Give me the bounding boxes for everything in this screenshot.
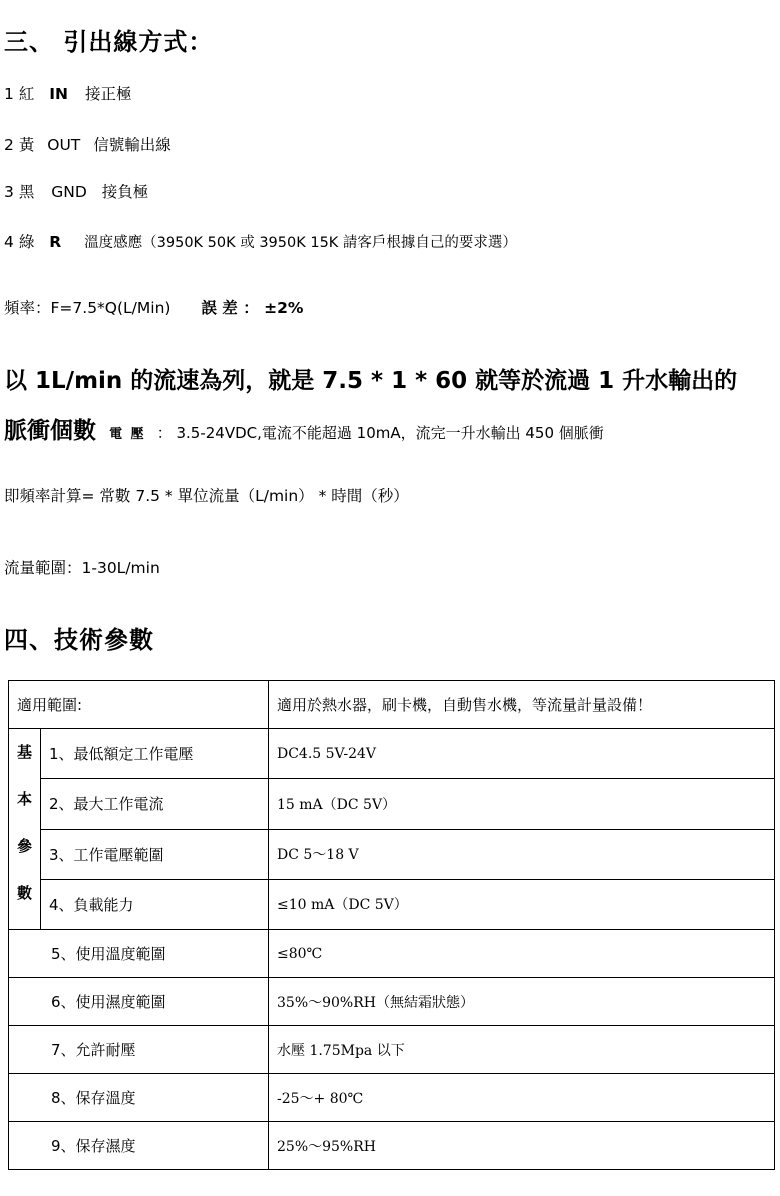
section3-title: 三、 引出線方式： bbox=[4, 28, 214, 56]
param-cell: 1、最低額定工作電壓 bbox=[41, 729, 269, 779]
header-left: 適用範圍: bbox=[9, 681, 269, 729]
value-cell: ≤10 mA（DC 5V） bbox=[269, 879, 775, 929]
spec-table bbox=[8, 680, 775, 1170]
wire-num: 4 bbox=[4, 233, 14, 251]
category-char: 基 bbox=[16, 743, 32, 761]
table-row bbox=[9, 1074, 775, 1122]
frequency-error: 誤 差 ： ±2% bbox=[201, 299, 304, 317]
param-cell: 4、負載能力 bbox=[41, 879, 269, 929]
calc-formula: 即頻率計算= 常數 7.5 * 單位流量（L/min） * 時間（秒） bbox=[4, 487, 409, 505]
wire-desc: 信號輸出線 bbox=[93, 136, 171, 154]
voltage-label: 電 壓 bbox=[109, 427, 146, 442]
wire-desc: 溫度感應（3950K 50K 或 3950K 15K 請客戶根據自己的要求選） bbox=[84, 235, 517, 251]
category-char: 數 bbox=[16, 884, 32, 902]
frequency-line bbox=[4, 296, 303, 318]
value-cell: 35%～90%RH（無結霜狀態） bbox=[269, 978, 775, 1026]
wire-desc: 接負極 bbox=[101, 183, 149, 201]
flow-range: 流量範圍：1-30L/min bbox=[4, 559, 160, 577]
value-cell: -25～+ 80℃ bbox=[269, 1074, 775, 1122]
category-char: 本 bbox=[16, 790, 32, 808]
wire-num: 1 bbox=[4, 85, 14, 103]
table-row bbox=[9, 930, 775, 978]
section4-title: 四、技術參數 bbox=[4, 626, 154, 654]
param-cell: 5、使用溫度範圍 bbox=[9, 930, 269, 978]
value-cell: ≤80℃ bbox=[269, 930, 775, 978]
category-cell bbox=[9, 729, 41, 930]
wire-color: 黃 bbox=[18, 136, 35, 154]
value-cell: 15 mA（DC 5V） bbox=[269, 779, 775, 829]
example-line-1: 以 1L/min 的流速為列，就是 7.5 * 1 * 60 就等於流過 1 升水輸出的 bbox=[4, 368, 738, 394]
wire-code: IN bbox=[49, 85, 69, 103]
wire-color: 綠 bbox=[18, 233, 35, 251]
table-row bbox=[9, 1026, 775, 1074]
wire-item-4 bbox=[4, 230, 517, 252]
wire-item-3 bbox=[4, 180, 148, 202]
table-row bbox=[9, 978, 775, 1026]
wire-code: R bbox=[49, 233, 62, 251]
wire-color: 黑 bbox=[18, 183, 35, 201]
param-cell: 6、使用濕度範圍 bbox=[9, 978, 269, 1026]
pulse-count-label: 脈衝個數 bbox=[4, 418, 96, 444]
wire-num: 2 bbox=[4, 136, 14, 154]
example-line-2 bbox=[4, 412, 604, 445]
value-cell: 水壓 1.75Mpa 以下 bbox=[269, 1026, 775, 1074]
table-row bbox=[9, 829, 775, 879]
value-cell: DC4.5 5V-24V bbox=[269, 729, 775, 779]
wire-item-2 bbox=[4, 133, 171, 155]
frequency-formula: 頻率：F=7.5*Q(L/Min) bbox=[4, 299, 171, 317]
param-cell: 2、最大工作電流 bbox=[41, 779, 269, 829]
table-row bbox=[9, 879, 775, 929]
table-row bbox=[9, 729, 775, 779]
param-cell: 9、保存濕度 bbox=[9, 1122, 269, 1170]
param-cell: 3、工作電壓範圍 bbox=[41, 829, 269, 879]
param-cell: 8、保存溫度 bbox=[9, 1074, 269, 1122]
table-header-row bbox=[9, 681, 775, 729]
voltage-detail: ： 3.5-24VDC,電流不能超過 10mA，流完一升水輸出 450 個脈衝 bbox=[156, 424, 604, 442]
wire-num: 3 bbox=[4, 183, 14, 201]
table-row bbox=[9, 1122, 775, 1170]
category-char: 參 bbox=[16, 837, 32, 855]
wire-code: OUT bbox=[47, 136, 81, 154]
wire-item-1 bbox=[4, 82, 131, 104]
wire-color: 紅 bbox=[18, 85, 35, 103]
value-cell: DC 5～18 V bbox=[269, 829, 775, 879]
table-row bbox=[9, 779, 775, 829]
wire-desc: 接正極 bbox=[84, 85, 132, 103]
param-cell: 7、允許耐壓 bbox=[9, 1026, 269, 1074]
header-right: 適用於熱水器，刷卡機，自動售水機，等流量計量設備！ bbox=[269, 681, 775, 729]
value-cell: 25%～95%RH bbox=[269, 1122, 775, 1170]
wire-code: GND bbox=[51, 183, 87, 201]
